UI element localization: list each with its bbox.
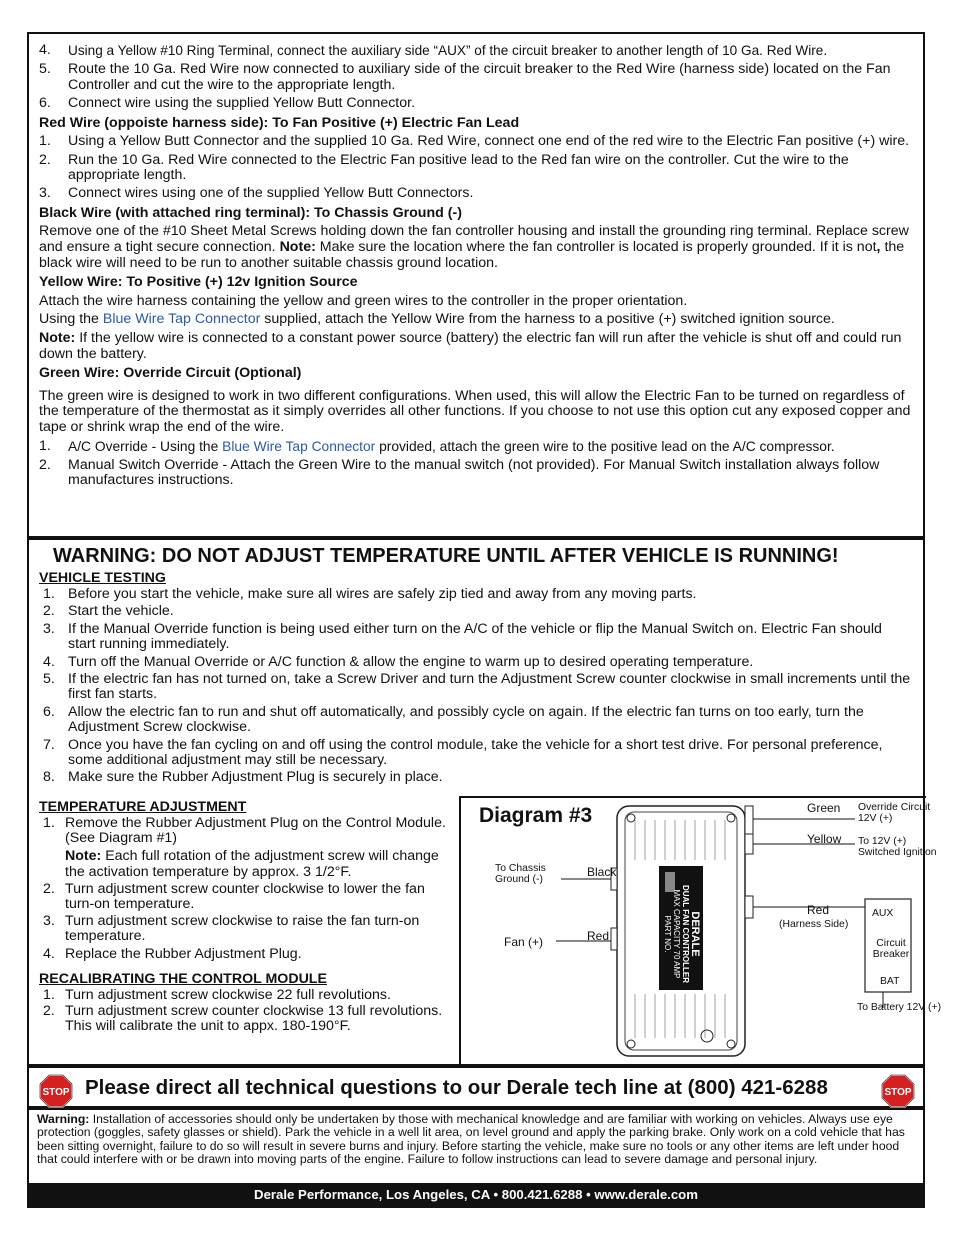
list-item: 3. Turn adjustment screw clockwise to raise the fan turn-on temperature. (43, 913, 420, 945)
green-wire-text: The green wire is designed to work in two different configurations. When used, this will allow the Electric Fan to be turned on regardless of the temperature of the thermostat as it simply overrides all other functions. If you choose to not use this option cut any exposed copper and tape or shrink wrap the end of the wire. (39, 387, 911, 435)
label-red-fan: Red (587, 929, 610, 943)
list-item: 5. If the electric fan has not turned on, take a Screw Driver and turn the Adjustment Screw counter clockwise in small increments until the first fan starts. (43, 671, 911, 703)
vehicle-testing (39, 570, 913, 786)
yellow-wire-note: Note: If the yellow wire is connected to a constant power source (battery) the electric fan will run after the vehicle is shut off and could run down the battery. (39, 330, 902, 362)
left-connector (611, 928, 617, 950)
vehicle-testing-heading: VEHICLE TESTING (39, 570, 166, 586)
recalibrating-list (39, 988, 457, 1035)
right-connector (745, 834, 753, 854)
yellow-wire-heading: Yellow Wire: To Positive (+) 12v Ignition Source (39, 274, 358, 291)
label-yellow: Yellow (807, 832, 842, 846)
device-brand: DERALE (689, 911, 701, 957)
red-wire-steps-list (39, 134, 913, 202)
stop-sign-icon (39, 1074, 73, 1108)
black-wire-text: Remove one of the #10 Sheet Metal Screws holding down the fan controller housing and install the grounding ring terminal. Replace screw and ensure a tight secure connection. Note: Make sure the location where the fan controller is located is properly grounded. If it is not, the black wire will need to be run to another suitable chassis ground location. (39, 223, 909, 271)
right-connector (745, 896, 753, 918)
testing-section (27, 538, 942, 1066)
disclaimer-label: Warning: (37, 1112, 90, 1126)
device-part: PART NO. (663, 915, 672, 953)
warning-title: WARNING: DO NOT ADJUST TEMPERATURE UNTIL AFTER VEHICLE IS RUNNING! (53, 545, 839, 567)
list-item: 2. Run the 10 Ga. Red Wire connected to the Electric Fan positive lead to the Red fan wire on the controller. Cut the wire to the appropriate length. (39, 151, 849, 184)
list-item: 2. Turn adjustment screw counter clockwise 13 full revolutions. This will calibrate the unit to appx. 180-190°F. (43, 1003, 443, 1035)
blue-wire-tap-connector: Blue Wire Tap Connector (102, 311, 261, 328)
list-item: 1. A/C Override - Using the Blue Wire Tap Connector provided, attach the green wire to the positive lead on the A/C compressor. (39, 437, 835, 454)
label-bat: BAT (880, 976, 900, 987)
label-circuit-breaker: Circuit Breaker (872, 938, 910, 960)
list-item: 2. Manual Switch Override - Attach the Green Wire to the manual switch (not provided). For Manual Switch installation always follow manufactures instructions. (39, 456, 880, 489)
temperature-adjustment (39, 799, 457, 1034)
temperature-adjustment-list (39, 816, 457, 962)
list-item: 5. Route the 10 Ga. Red Wire now connected to auxiliary side of the circuit breaker to the Red Wire (harness side) located on the Fan Controller and cut the wire to the appropriate length. (39, 61, 891, 93)
label-green: Green (807, 801, 841, 815)
stop-sign-icon (881, 1074, 915, 1108)
list-item: 8. Make sure the Rubber Adjustment Plug is securely in place. (43, 769, 443, 786)
red-wire-heading: Red Wire (oppoiste harness side): To Fan Positive (+) Electric Fan Lead (39, 114, 520, 131)
label-red-harness: Red (807, 903, 830, 917)
wiring-instructions-section (27, 32, 925, 538)
list-item: 4. Using a Yellow #10 Ring Terminal, connect the auxiliary side “AUX” of the circuit breaker to another length of 10 Ga. Red Wire. (39, 42, 828, 58)
list-item: 1. Before you start the vehicle, make sure all wires are safely zip tied and away from any moving parts. (43, 586, 697, 602)
list-item: 6. Connect wire using the supplied Yellow Butt Connector. (39, 95, 416, 112)
tech-line-text: Please direct all technical questions to our Derale tech line at (800) 421-6288 (85, 1076, 828, 1099)
black-wire-heading: Black Wire (with attached ring terminal): To Chassis Ground (-) (39, 204, 462, 221)
list-item: 2. Turn adjustment screw counter clockwise to lower the fan turn-on temperature. (43, 880, 425, 913)
controller-label-text (659, 866, 703, 990)
aux-steps-list (39, 43, 913, 112)
device-line1: DUAL FAN CONTROLLER (681, 884, 690, 984)
recalibrating-heading: RECALIBRATING THE CONTROL MODULE (39, 970, 327, 987)
list-item: 4. Turn off the Manual Override or A/C function & allow the engine to warm up to desired operating temperature. (43, 653, 754, 670)
wiring-diagram (459, 796, 942, 1066)
temperature-adjustment-heading: TEMPERATURE ADJUSTMENT (39, 799, 247, 815)
stop-sign-text: STOP (884, 1087, 912, 1098)
label-black: Black (587, 865, 617, 879)
list-item: 7. Once you have the fan cycling on and off using the control module, take the vehicle for a short test drive. For personal preference, some additional adjustment may still be necessary. (43, 736, 883, 769)
disclaimer-text: Installation of accessories should only be undertaken by those with mechanical knowledge and are familiar with working on vehicles. Always use eye protection (goggles, safety glasses or shield). Park the vehicle in a well lit area, on level ground and apply the parking brake. Only work on a cold vehicle that has been sitting overnight, failure to do so will result in severe burns and injury. Before starting the vehicle, make sure no tools or any other items are left under hood that could interfere with or be drawn into moving parts of the engine. Failure to follow instructions can lead to severe damage and personal injury. (37, 1112, 905, 1167)
green-wire-heading: Green Wire: Override Circuit (Optional) (39, 365, 302, 382)
label-harness-side: (Harness Side) (779, 919, 849, 930)
label-chassis-ground: To Chassis Ground (-) (495, 863, 546, 885)
label-override: Override Circuit 12V (+) (858, 802, 931, 824)
list-item: 4. Replace the Rubber Adjustment Plug. (43, 945, 302, 962)
label-switched-ignition: To 12V (+) Switched Ignition (858, 836, 937, 858)
label-fan: Fan (+) (504, 935, 544, 949)
label-aux: AUX (872, 908, 894, 919)
disclaimer (27, 1108, 925, 1185)
list-item: 1. Using a Yellow Butt Connector and the supplied 10 Ga. Red Wire, connect one end of the red wire to the Electric Fan positive (+) wire. (39, 133, 910, 150)
label-to-battery: To Battery 12V (+) (857, 1002, 942, 1013)
yellow-wire-text: Attach the wire harness containing the yellow and green wires to the controller in the proper orientation. (39, 292, 688, 309)
footer-bar: Derale Performance, Los Angeles, CA • 800.421.6288 • www.derale.com (27, 1184, 925, 1208)
list-item: 1. Turn adjustment screw clockwise 22 full revolutions. (43, 986, 391, 1003)
vehicle-testing-list (39, 587, 913, 786)
right-connector (745, 806, 753, 834)
tech-line-banner (27, 1066, 925, 1108)
green-wire-steps-list (39, 439, 913, 489)
temp-note: Note: Each full rotation of the adjustment screw will change the activation temperature by approx. 3 1/2°F. (65, 848, 439, 880)
yellow-wire-tap-text: Using the Blue Wire Tap Connector supplied, attach the Yellow Wire from the harness to a positive (+) switched ignition source. (39, 311, 835, 328)
list-item: 2. Start the vehicle. (43, 603, 174, 620)
list-item: 3. Connect wires using one of the supplied Yellow Butt Connectors. (39, 185, 474, 202)
list-item: 6. Allow the electric fan to run and shut off automatically, and possibly cycle on again. If the electric fan turns on too early, turn the Adjustment Screw clockwise. (43, 703, 864, 736)
device-line2: MAX CAPACITY 70 AMP (672, 889, 681, 979)
stop-sign-text: STOP (42, 1087, 70, 1098)
list-item: 1. Remove the Rubber Adjustment Plug on the Control Module. (See Diagram #1) Note: Each full rotation of the adjustment screw will change the activation temperature by approx. 3 1/2°F. (39, 816, 457, 880)
diagram-title: Diagram #3 (479, 804, 593, 827)
list-item: 3. If the Manual Override function is being used either turn on the A/C of the vehicle or flip the Manual Switch on. Electric Fan should start running immediately. (43, 620, 882, 653)
